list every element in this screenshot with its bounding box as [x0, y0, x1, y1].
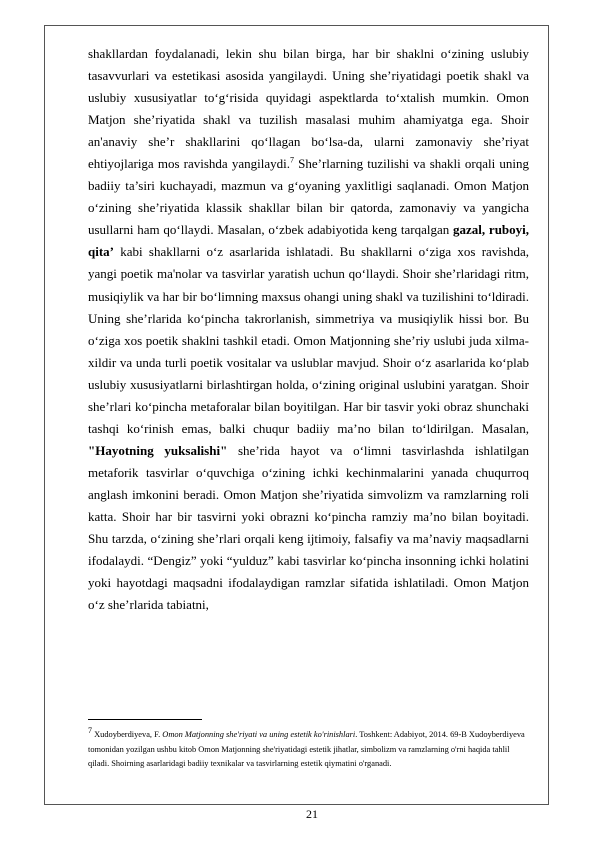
footnote-author: Xudoyberdiyeva, F.: [92, 730, 163, 739]
bold-separator: ,: [481, 222, 489, 238]
footnote: [88, 728, 529, 772]
page-number: 21: [306, 807, 318, 821]
bold-separator: ,: [525, 222, 530, 238]
bold-term-qita: qita’: [88, 244, 114, 260]
bold-term-ruboyi: ruboyi: [488, 222, 526, 238]
main-paragraph: [88, 43, 529, 616]
text-segment: shakllardan foydalanadi, lekin shu bilan birga, har bir shaklni o‘zining uslubiy tasavvurlari va estetikasi asosida yangilaydi. Uning she’riyatidagi poetik shakl va uslubiy xususiyatlar to‘g‘risida quyidagi aspektlarda to‘xtalish mumkin. Omon Matjon she’riyatida shakl va tuzilish masalasi muhim ahamiyatga ega. Shoir an'anaviy she’r shakllarini qo‘llagan bo‘lsa-da, ularni zamonaviy she’riyat ehtiyojlariga mos ravishda yangilaydi.: [88, 46, 529, 172]
text-segment: kabi shakllarni o‘z asarlarida ishlatadi. Bu shakllarni o‘ziga xos ravishda, yangi poetik ma'nolar va tasvirlar yaratish uchun qo‘llaydi. Shoir she’rlaridagi ritm, musiqiylik va har bir bo‘limning maxsus ohangi uning shakl va tuzilishini to‘ldiradi. Uning she’rlarida ko‘pincha takrorlanish, simmetriya va musiqiylik hissi bor. Bu o‘ziga xos poetik shaklni tashkil etadi. Omon Matjonning she’riy uslubi juda xilma-xildir va unda turli poetik vositalar va uslublar mavjud. Shoir o‘z asarlarida ko‘plab uslubiy xususiyatlarni birlashtirgan holda, o‘zining original uslubini yaratgan. Shoir she’rlari ko‘pincha metaforalar bilan boyitilgan. Har bir tasvir yoki obraz shunchaki tashqi ko‘rinish emas, balki chuqur badiiy ma’no bilan to‘ldirilgan. Masalan,: [88, 244, 529, 436]
footnote-text: . Toshkent: Adabiyot, 2014. 69-B Xudoyberdiyeva tomonidan yozilgan ushbu kitob Omon Matjonning she'riyatidagi estetik jihatlar, simbolizm va ramzlarning o'rni haqida tahlil qiladi. Shoirning asarlaridagi badiiy texnikalar va tasvirlarning estetik qiymatini o'rganadi.: [88, 730, 525, 768]
bold-term-gazal: gazal: [453, 222, 482, 238]
text-segment: She’rlarning tuzilishi va shakli orqali uning badiiy ta’siri kuchayadi, mazmun va g‘oyaning yaxlitligi saqlanadi. Omon Matjon o‘zining she’riyatida klassik shakllar bilan bir qatorda, zamonaviy va yangicha usullarni ham qo‘llaydi. Masalan, o‘zbek adabiyotida keng tarqalgan: [88, 156, 529, 238]
bold-poem-title: "Hayotning yuksalishi": [88, 442, 228, 458]
footnote-divider: [88, 719, 202, 720]
text-segment: she’rida hayot va o‘limni tasvirlashda ishlatilgan metaforik tasvirlar o‘quvchiga o‘zining ichki kechinmalarini yanada chuqurroq anglash imkonini beradi. Omon Matjon she’riyatida simvolizm va ramzlarning roli katta. Shoir har bir tasvirni yoki obrazni ko‘pincha ramziy ma’no bilan boyitadi. Shu tarzda, o‘zining she’rlari orqali keng ijtimoiy, falsafiy va ma’naviy maqsadlarni ifodalaydi. “Dengiz” yoki “yulduz” kabi tasvirlar ko‘pincha insonning ichki holatini yoki hayotdagi maqsadni ifodalaydigan ramzlar sifatida ishlatiladi. Omon Matjon o‘z she’rlarida tabiatni,: [88, 442, 529, 613]
footnote-number: 7: [88, 726, 92, 736]
footnote-book-title: Omon Matjonning she'riyati va uning estetik ko'rinishlari: [162, 730, 356, 739]
footnote-reference[interactable]: 7: [289, 155, 294, 165]
